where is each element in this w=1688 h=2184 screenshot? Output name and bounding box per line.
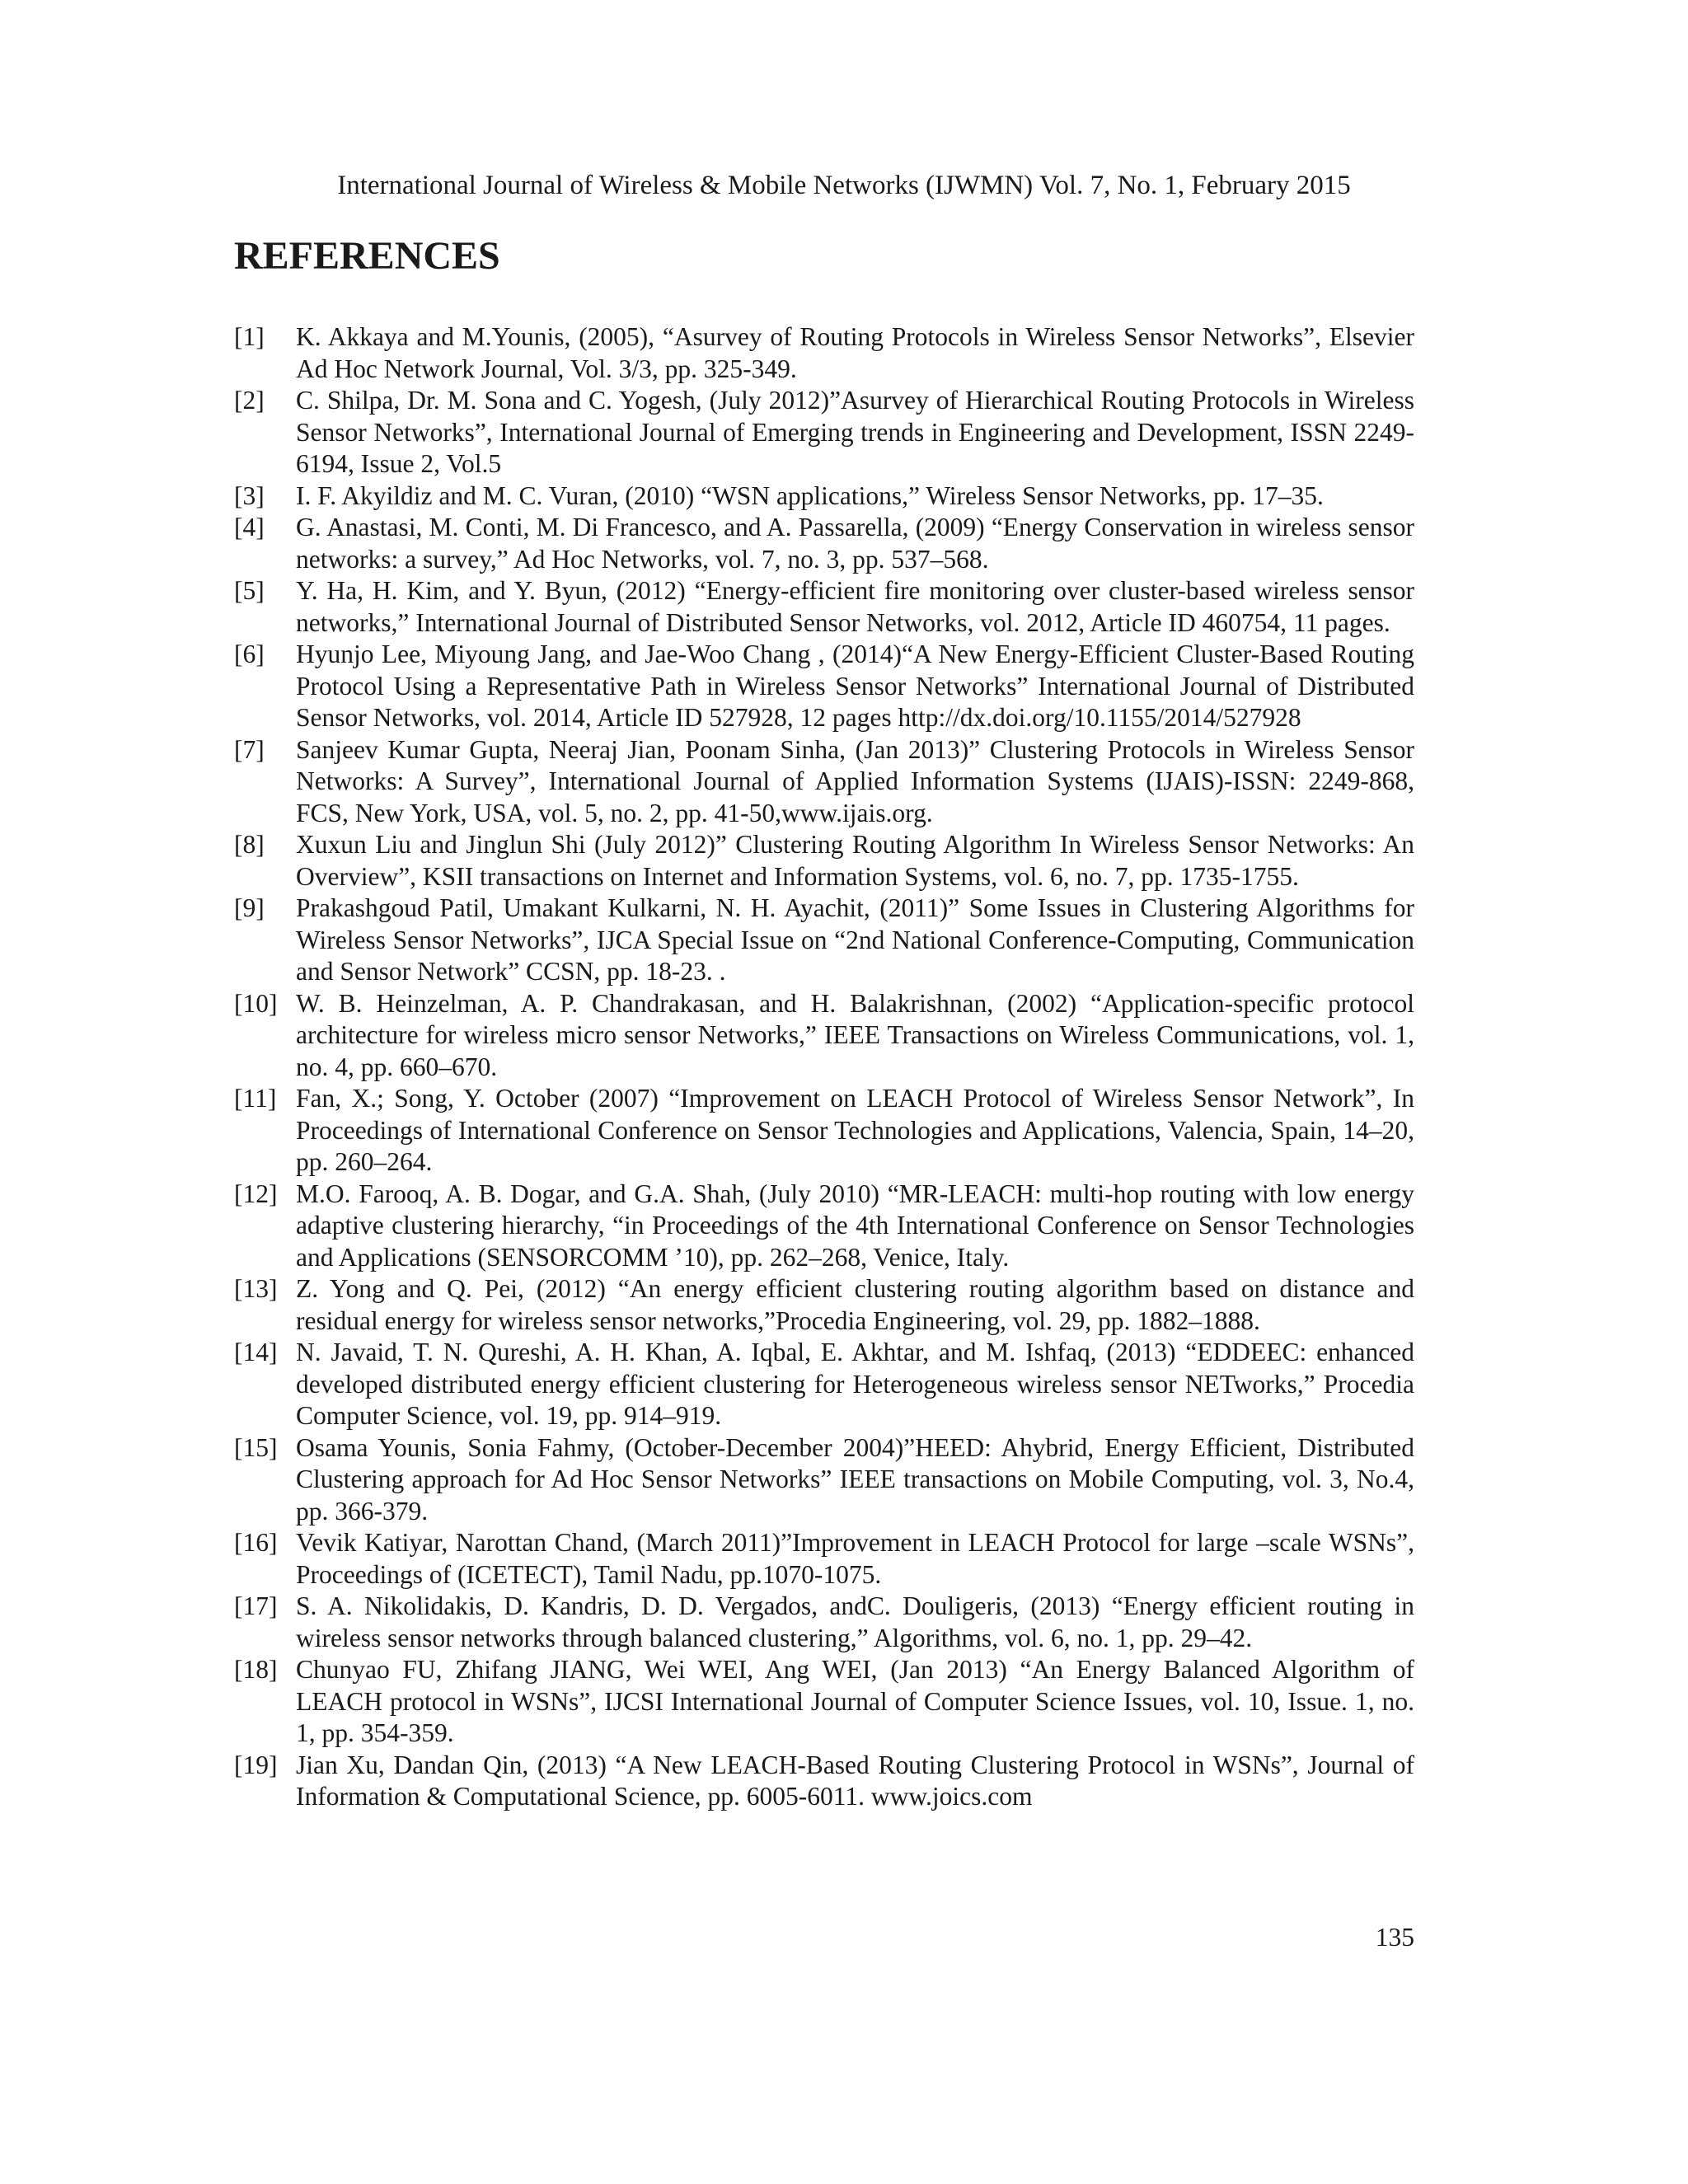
reference-item bbox=[234, 1337, 1414, 1432]
reference-text: Xuxun Liu and Jinglun Shi (July 2012)” Clustering Routing Algorithm In Wireless Sensor Networks: An Overview”, KSII transactions on Internet and Information Systems, vol. 6, no. 7, pp. 1735-1755. bbox=[296, 830, 1414, 891]
reference-text: Sanjeev Kumar Gupta, Neeraj Jian, Poonam Sinha, (Jan 2013)” Clustering Protocols in Wireless Sensor Networks: A Survey”, International Journal of Applied Information Systems (IJAIS)-ISSN: 2249-868, FCS, New York, USA, vol. 5, no. 2, pp. 41-50,www.ijais.org. bbox=[296, 734, 1414, 827]
reference-number: [9] bbox=[234, 893, 265, 922]
reference-item bbox=[234, 1527, 1414, 1591]
reference-text: G. Anastasi, M. Conti, M. Di Francesco, and A. Passarella, (2009) “Energy Conservation in wireless sensor networks: a survey,” Ad Hoc Networks, vol. 7, no. 3, pp. 537–568. bbox=[296, 513, 1414, 574]
reference-item bbox=[234, 1591, 1414, 1654]
reference-text: Osama Younis, Sonia Fahmy, (October-December 2004)”HEED: Ahybrid, Energy Efficient, Distributed Clustering approach for Ad Hoc Sensor Networks” IEEE transactions on Mobile Computing, vol. 3, No.4, pp. 366-379. bbox=[296, 1432, 1414, 1526]
reference-text: Jian Xu, Dandan Qin, (2013) “A New LEACH-Based Routing Clustering Protocol in WSNs”, Journal of Information & Computational Science, pp. 6005-6011. www.joics.com bbox=[296, 1750, 1414, 1811]
reference-item bbox=[234, 1083, 1414, 1179]
page-number: 135 bbox=[1375, 1923, 1414, 1952]
reference-item bbox=[234, 1179, 1414, 1274]
reference-number: [4] bbox=[234, 513, 265, 541]
reference-list bbox=[234, 321, 1414, 1813]
reference-text: Z. Yong and Q. Pei, (2012) “An energy efficient clustering routing algorithm based on distance and residual energy for wireless sensor networks,”Procedia Engineering, vol. 29, pp. 1882–1888. bbox=[296, 1274, 1414, 1335]
reference-number: [17] bbox=[234, 1591, 278, 1620]
reference-text: Hyunjo Lee, Miyoung Jang, and Jae-Woo Chang , (2014)“A New Energy-Efficient Cluster-Based Routing Protocol Using a Representative Path in Wireless Sensor Networks” International Journal of Distributed Sensor Networks, vol. 2014, Article ID 527928, 12 pages http://dx.doi.org/10.1155/2014/527928 bbox=[296, 640, 1414, 732]
reference-item bbox=[234, 480, 1414, 513]
reference-text: Y. Ha, H. Kim, and Y. Byun, (2012) “Energy-efficient fire monitoring over cluster-based wireless sensor networks,” International Journal of Distributed Sensor Networks, vol. 2012, Article ID 460754, 11 pages. bbox=[296, 576, 1414, 637]
reference-item bbox=[234, 1273, 1414, 1337]
reference-number: [18] bbox=[234, 1655, 278, 1684]
reference-number: [11] bbox=[234, 1084, 277, 1113]
reference-number: [2] bbox=[234, 386, 265, 415]
reference-number: [7] bbox=[234, 734, 265, 764]
reference-item bbox=[234, 321, 1414, 385]
reference-item bbox=[234, 575, 1414, 639]
reference-text: S. A. Nikolidakis, D. Kandris, D. D. Vergados, andC. Douligeris, (2013) “Energy efficient routing in wireless sensor networks through balanced clustering,” Algorithms, vol. 6, no. 1, pp. 29–42. bbox=[296, 1591, 1414, 1652]
reference-number: [6] bbox=[234, 640, 265, 668]
reference-number: [3] bbox=[234, 480, 265, 510]
reference-item bbox=[234, 893, 1414, 988]
reference-number: [16] bbox=[234, 1528, 278, 1557]
reference-text: C. Shilpa, Dr. M. Sona and C. Yogesh, (July 2012)”Asurvey of Hierarchical Routing Protocols in Wireless Sensor Networks”, International Journal of Emerging trends in Engineering and Development, ISSN 2249-6194, Issue 2, Vol.5 bbox=[296, 386, 1414, 478]
reference-text: M.O. Farooq, A. B. Dogar, and G.A. Shah, (July 2010) “MR-LEACH: multi-hop routing with low energy adaptive clustering hierarchy, “in Proceedings of the 4th International Conference on Sensor Technologies and Applications (SENSORCOMM ’10), pp. 262–268, Venice, Italy. bbox=[296, 1179, 1414, 1272]
reference-number: [10] bbox=[234, 988, 278, 1018]
reference-item bbox=[234, 829, 1414, 893]
reference-item bbox=[234, 1654, 1414, 1750]
reference-number: [13] bbox=[234, 1274, 278, 1303]
reference-text: W. B. Heinzelman, A. P. Chandrakasan, and H. Balakrishnan, (2002) “Application-specific protocol architecture for wireless micro sensor Networks,” IEEE Transactions on Wireless Communications, vol. 1, no. 4, pp. 660–670. bbox=[296, 988, 1414, 1081]
reference-number: [8] bbox=[234, 830, 265, 859]
reference-number: [19] bbox=[234, 1750, 278, 1779]
reference-number: [12] bbox=[234, 1179, 278, 1208]
reference-text: Chunyao FU, Zhifang JIANG, Wei WEI, Ang WEI, (Jan 2013) “An Energy Balanced Algorithm of LEACH protocol in WSNs”, IJCSI International Journal of Computer Science Issues, vol. 10, Issue. 1, no. 1, pp. 354-359. bbox=[296, 1655, 1414, 1747]
reference-number: [5] bbox=[234, 576, 265, 605]
reference-number: [1] bbox=[234, 322, 265, 351]
reference-item bbox=[234, 512, 1414, 575]
reference-number: [14] bbox=[234, 1338, 278, 1366]
reference-text: Vevik Katiyar, Narottan Chand, (March 2011)”Improvement in LEACH Protocol for large –scale WSNs”, Proceedings of (ICETECT), Tamil Nadu, pp.1070-1075. bbox=[296, 1528, 1414, 1589]
reference-item bbox=[234, 1750, 1414, 1813]
section-title: REFERENCES bbox=[234, 234, 500, 278]
reference-item bbox=[234, 385, 1414, 480]
reference-item bbox=[234, 639, 1414, 734]
reference-item bbox=[234, 988, 1414, 1084]
reference-item bbox=[234, 1432, 1414, 1528]
reference-text: Fan, X.; Song, Y. October (2007) “Improvement on LEACH Protocol of Wireless Sensor Network”, In Proceedings of International Conference on Sensor Technologies and Applications, Valencia, Spain, 14–20, pp. 260–264. bbox=[296, 1084, 1414, 1176]
reference-text: I. F. Akyildiz and M. C. Vuran, (2010) “WSN applications,” Wireless Sensor Networks, pp. 17–35. bbox=[296, 480, 1324, 510]
reference-text: Prakashgoud Patil, Umakant Kulkarni, N. H. Ayachit, (2011)” Some Issues in Clustering Algorithms for Wireless Sensor Networks”, IJCA Special Issue on “2nd National Conference-Computing, Communication and Sensor Network” CCSN, pp. 18-23. . bbox=[296, 893, 1414, 986]
running-header: International Journal of Wireless & Mobile Networks (IJWMN) Vol. 7, No. 1, February 2015 bbox=[337, 171, 1351, 200]
reference-item bbox=[234, 734, 1414, 830]
reference-number: [15] bbox=[234, 1432, 278, 1462]
reference-text: K. Akkaya and M.Younis, (2005), “Asurvey of Routing Protocols in Wireless Sensor Networks”, Elsevier Ad Hoc Network Journal, Vol. 3/3, pp. 325-349. bbox=[296, 322, 1414, 383]
reference-text: N. Javaid, T. N. Qureshi, A. H. Khan, A. Iqbal, E. Akhtar, and M. Ishfaq, (2013) “EDDEEC: enhanced developed distributed energy efficient clustering for Heterogeneous wireless sensor NETworks,” Procedia Computer Science, vol. 19, pp. 914–919. bbox=[296, 1338, 1414, 1430]
